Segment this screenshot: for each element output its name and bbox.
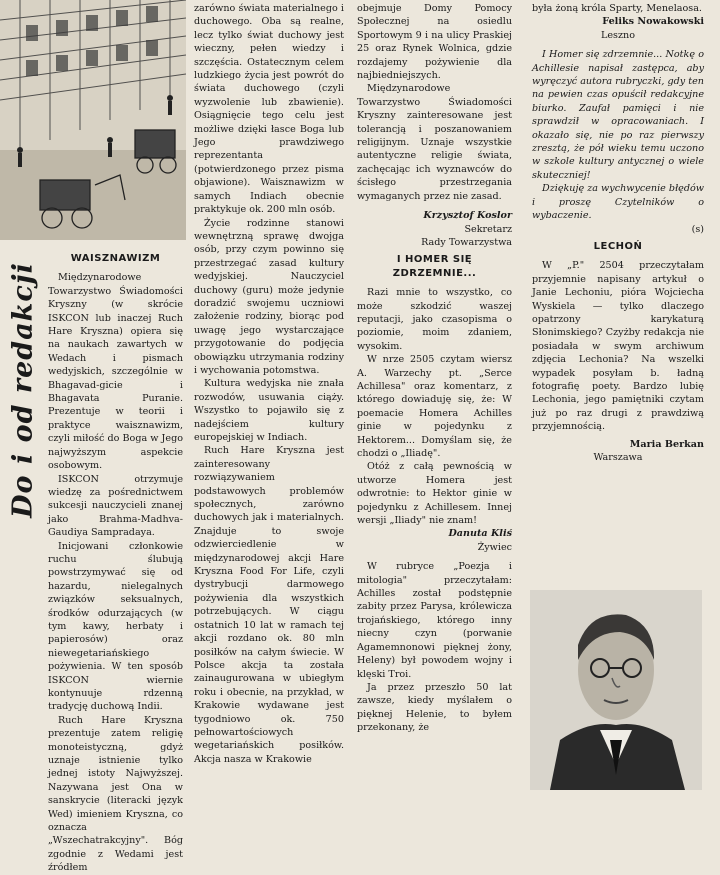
paragraph: obejmuje Domy Pomocy Społecznej na osiedlu Sportowym 9 i na ulicy Praskiej 25 oraz Rynek Wolnica, gdzie rozdajemy pożywienie dla najbiedniejszych. — [357, 3, 512, 82]
side-heading: Do i od redakcji — [7, 262, 39, 518]
column-4 — [532, 2, 704, 464]
paragraph: Inicjowani członkowie ruchu ślubują powstrzymywać się od hazardu, nielegalnych związków seksualnych, środków odurzających (w tym kawy, herbaty i papierosów) oraz niewegetariańskiego pożywienia. W ten sposób ISKCON wiernie kontynuuje rdzenną tradycję duchową Indii. — [48, 540, 183, 713]
paragraph: Ja przez przeszło 50 lat zawsze, kiedy myślałem o pięknej Helenie, to byłem przekonany, że — [357, 681, 512, 734]
editor-thanks: Dziękuję za wychwycenie błędów i proszę Czytelników o wybaczenie. — [532, 183, 704, 222]
paragraph: W „P." 2504 przeczytałam przyjemnie napisany artykuł o Janie Lechoniu, pióra Wojciecha Wyskiela — tylko dlaczego opatrzony karykaturą Słonimskiego? Czyżby redakcja nie posiadała w swym archiwum zdjęcia Lechonia? Na wszelki wypadek posyłam b. ładną fotografię poety. Bardzo lubię Lechonia, jego pamiętniki czytam już po raz drugi z prawdziwą przyjemnością. — [532, 260, 704, 433]
signature-place: Żywiec — [477, 541, 512, 553]
signature-role: Sekretarz — [464, 223, 512, 235]
portrait-photo — [530, 590, 702, 790]
column-3 — [357, 2, 512, 735]
editor-note: I Homer się zdrzemnie... Notkę o Achillesie napisał zastępca, aby wyręczyć autora rubryczki, gdy ten na pewien czas opuścił redakcyjne biurko. Zaufał pamięci i nie sprawdził w opracowaniach. I okazało się, nie po raz pierwszy zresztą, że pół wieku temu uczono w szkole kultury antycznej o wiele skuteczniej! — [532, 49, 704, 181]
signature-name: Danuta Kliś — [448, 528, 512, 540]
paragraph: Międzynarodowe Towarzystwo Świadomości Kryszny (w skrócie ISKCON lub inaczej Ruch Hare Kryszna) opiera się na naukach zawartych w Wedach i pismach wedyjskich, szczególnie w Bhagavad-gicie i Bhagavata Puranie. Prezentuje w teorii i praktyce waisznawizm, czyli miłość do Boga w Jego najwyższym aspekcie osobowym. — [48, 272, 183, 472]
signature-name: Feliks Nowakowski — [602, 16, 704, 28]
paragraph: Ruch Hare Kryszna jest zainteresowany rozwiązywaniem podstawowych problemów społecznych, zarówno duchowych jak i materialnych. Znajduje to swoje odzwierciedlenie w międzynarodowej akcji Hare Kryszna Food For Life, czyli dystrybucji darmowego pożywienia dla wszystkich potrzebujących. W ciągu ostatnich 10 lat w ramach tej akcji rozdano ok. 80 mln posiłków na całym świecie. W Polsce akcja ta została zainaugurowana w ubiegłym roku i obecnie, na przykład, w Krakowie wydawane jest tygodniowo ok. 750 pełnowartościowych wegetariańskich posiłków. Akcja nasza w Krakowie — [194, 445, 344, 765]
street-illustration — [0, 0, 186, 240]
paragraph: Otóż z całą pewnością w utworze Homera jest odwrotnie: to Hektor ginie w pojedynku z Achillesem. Innej wersji „Iliady" nie znam! — [357, 461, 512, 527]
paragraph: Ruch Hare Kryszna prezentuje zatem religię monoteistyczną, gdyż uznaje istnienie tylko jednej istoty Najwyższej. Nazywana jest Ona w sanskrycie (literacki język Wed) imieniem Kryszna, co oznacza „Wszechatrakcyjny". Bóg zgodnie z Wedami jest źródłem — [48, 714, 183, 874]
column-1 — [48, 248, 183, 875]
article-title-lechon: LECHOŃ — [593, 240, 643, 252]
article-title-homer: I HOMER SIĘ ZDRZEMNIE... — [392, 254, 477, 279]
paragraph: Razi mnie to wszystko, co może szkodzić waszej reputacji, jako czasopisma o poziomie, moim zdaniem, wysokim. — [357, 287, 512, 352]
signature-name: Maria Berkan — [629, 438, 704, 450]
side-heading-band — [0, 240, 46, 799]
signature-place: Warszawa — [593, 452, 643, 463]
paragraph: ISKCON otrzymuje wiedzę za pośrednictwem sukcesji nauczycieli znanej jako Brahma-Madhva-Gaudiya Sampradaya. — [48, 473, 183, 539]
paragraph: W rubryce „Poezja i mitologia" przeczytałam: Achilles został podstępnie zabity przez Parysa, królewicza trojańskiego, którego inny niecny czyn (porwanie Agamemnonowi pięknej żony, Heleny) był powodem wojny i klęski Troi. — [357, 561, 512, 680]
paragraph: zarówno świata materialnego i duchowego. Oba są realne, lecz tylko świat duchowy jest wieczny, pełen wiedzy i szczęścia. Ostatecznym celem ludzkiego życia jest powrót do świata duchowego (czyli wyzwolenie lub zbawienie). Osiągnięcie tego celu jest możliwe dzięki łasce Boga lub Jego prawdziwego reprezentanta (potwierdzonego przez pisma objawione). Waisznawizm w samych Indiach obecnie praktykuje ok. 200 mln osób. — [194, 3, 344, 216]
paragraph: Kultura wedyjska nie znała rozwodów, usuwania ciąży. Wszystko to pojawiło się z nadejściem kultury europejskiej w Indiach. — [194, 378, 344, 443]
signature-role: Rady Towarzystwa — [421, 236, 512, 248]
paragraph: była żoną króla Sparty, Menelaosa. — [532, 3, 702, 14]
editor-signature: (s) — [691, 223, 704, 235]
paragraph: Życie rodzinne stanowi wewnętrzną sprawę dwojga osób, przy czym powinno się przestrzegać zasad kultury wedyjskiej. Nauczyciel duchowy (guru) może jedynie doradzić swojemu uczniowi założenie rodziny, biorąc pod uwagę jego wystarczające przygotowanie do podjęcia obowiązku utrzymania rodziny i wychowania potomstwa. — [194, 217, 344, 376]
article-title-waisznawizm: WAISZNAWIZM — [70, 253, 161, 264]
paragraph: Międzynarodowe Towarzystwo Świadomości Kryszny zainteresowane jest tolerancją i poszanowaniem religijnym. Uznaje wszystkie autentyczne religie świata, zachęcając ich wyznawców do ścisłego przestrzegania wymaganych przez nie zasad. — [357, 83, 512, 202]
column-2 — [194, 2, 344, 766]
signature-place: Leszno — [601, 29, 635, 41]
signature-name: Krzysztof Koslor — [423, 210, 512, 222]
paragraph: W nrze 2505 czytam wiersz A. Warzechy pt. „Serce Achillesa" oraz komentarz, z którego dowiaduję się, że: W poemacie Homera Achilles ginie w pojedynku z Hektorem... Domyślam się, że chodzi o „Iliadę". — [357, 354, 512, 459]
